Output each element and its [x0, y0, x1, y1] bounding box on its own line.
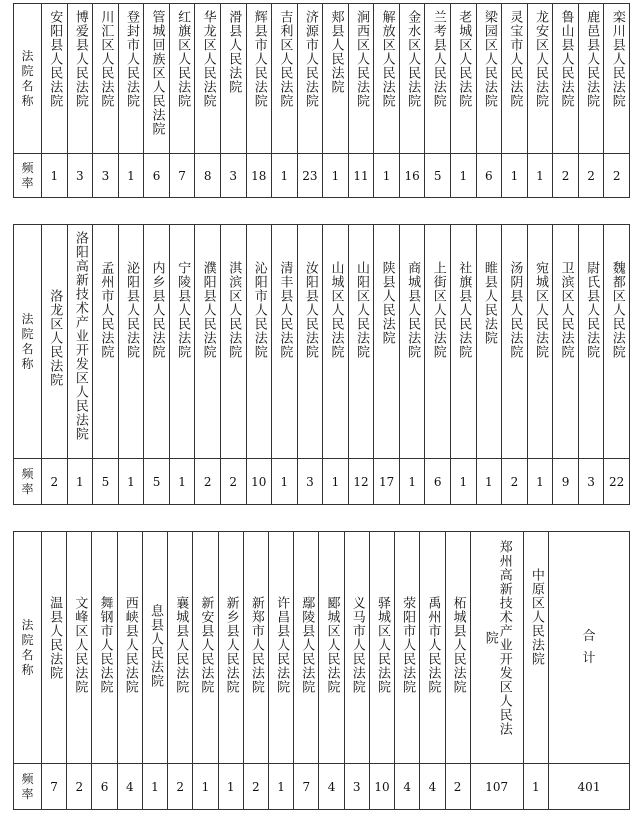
- court-name-cell: 鄢陵县人民法院: [294, 532, 319, 764]
- court-name-header: 法院名称: [14, 4, 42, 154]
- court-name-cell: 新郑市人民法院: [243, 532, 268, 764]
- frequency-cell: 5: [425, 154, 451, 198]
- frequency-cell: 2: [195, 459, 221, 505]
- court-name-cell: 汝阳县人民法院: [297, 225, 323, 459]
- court-name-cell: 魏都区人民法院: [604, 225, 630, 459]
- total-value: 401: [549, 764, 630, 810]
- court-name-cell: 郏县人民法院: [323, 4, 349, 154]
- court-name-cell: 解放区人民法院: [374, 4, 400, 154]
- frequency-cell: 2: [243, 764, 268, 810]
- frequency-cell: 1: [523, 764, 548, 810]
- court-name-cell: 温县人民法院: [42, 532, 67, 764]
- frequency-cell: 3: [220, 154, 246, 198]
- frequency-cell: 6: [92, 764, 117, 810]
- court-name-row: [14, 532, 630, 764]
- frequency-cell: 6: [144, 154, 170, 198]
- frequency-cell: 11: [348, 154, 374, 198]
- court-name-cell: 新安县人民法院: [193, 532, 218, 764]
- court-name-cell: 社旗县人民法院: [451, 225, 477, 459]
- court-name-row: [14, 225, 630, 459]
- frequency-cell: 22: [604, 459, 630, 505]
- court-name-cell: 汤阴县人民法院: [502, 225, 528, 459]
- frequency-cell: 7: [294, 764, 319, 810]
- frequency-cell: 1: [272, 154, 298, 198]
- court-name-cell: 商城县人民法院: [399, 225, 425, 459]
- frequency-cell: 1: [323, 459, 349, 505]
- court-name-row: [14, 4, 630, 154]
- frequency-cell: 1: [527, 459, 553, 505]
- frequency-cell: 2: [445, 764, 470, 810]
- frequency-cell: 1: [142, 764, 167, 810]
- court-name-cell: 驿城区人民法院: [369, 532, 394, 764]
- court-name-cell: 洛龙区人民法院: [42, 225, 68, 459]
- court-name-cell: 睢县人民法院: [476, 225, 502, 459]
- frequency-cell: 6: [476, 154, 502, 198]
- court-name-cell: 金水区人民法院: [399, 4, 425, 154]
- frequency-row: [14, 459, 630, 505]
- court-name-cell: 济源市人民法院: [297, 4, 323, 154]
- court-name-cell: 博爱县人民法院: [67, 4, 93, 154]
- frequency-cell: 4: [319, 764, 344, 810]
- frequency-cell: 3: [67, 154, 93, 198]
- court-name-cell: 郑州高新技术产业开发区人民法院: [470, 532, 523, 764]
- court-name-cell: 淇滨区人民法院: [220, 225, 246, 459]
- court-name-cell: 鲁山县人民法院: [553, 4, 579, 154]
- frequency-cell: 17: [374, 459, 400, 505]
- court-name-cell: 辉县市人民法院: [246, 4, 272, 154]
- frequency-cell: 1: [451, 459, 477, 505]
- court-name-cell: 禹州市人民法院: [420, 532, 445, 764]
- frequency-cell: 2: [67, 764, 92, 810]
- frequency-cell: 9: [553, 459, 579, 505]
- court-name-cell: 西峡县人民法院: [117, 532, 142, 764]
- frequency-header: 频率: [14, 764, 42, 810]
- frequency-cell: 4: [395, 764, 420, 810]
- court-name-cell: 上街区人民法院: [425, 225, 451, 459]
- court-name-cell: 沁阳市人民法院: [246, 225, 272, 459]
- court-name-cell: 舞钢市人民法院: [92, 532, 117, 764]
- court-name-cell: 滑县人民法院: [220, 4, 246, 154]
- frequency-row: [14, 154, 630, 198]
- frequency-cell: 1: [118, 154, 144, 198]
- frequency-cell: 1: [476, 459, 502, 505]
- frequency-cell: 18: [246, 154, 272, 198]
- court-name-cell: 孟州市人民法院: [93, 225, 119, 459]
- frequency-cell: 2: [553, 154, 579, 198]
- frequency-cell: 1: [118, 459, 144, 505]
- frequency-cell: 6: [425, 459, 451, 505]
- court-name-cell: 川汇区人民法院: [93, 4, 119, 154]
- frequency-cell: 1: [451, 154, 477, 198]
- frequency-cell: 3: [297, 459, 323, 505]
- court-name-header: 法院名称: [14, 532, 42, 764]
- court-name-cell: 山阳区人民法院: [348, 225, 374, 459]
- frequency-cell: 12: [348, 459, 374, 505]
- frequency-header: 频率: [14, 459, 42, 505]
- court-name-cell: 中原区人民法院: [523, 532, 548, 764]
- court-name-cell: 陕县人民法院: [374, 225, 400, 459]
- court-name-cell: 文峰区人民法院: [67, 532, 92, 764]
- frequency-cell: 4: [420, 764, 445, 810]
- court-name-cell: 红旗区人民法院: [169, 4, 195, 154]
- court-name-cell: 尉氏县人民法院: [578, 225, 604, 459]
- court-name-cell: 栾川县人民法院: [604, 4, 630, 154]
- frequency-cell: 2: [604, 154, 630, 198]
- frequency-cell: 5: [93, 459, 119, 505]
- court-name-cell: 柘城县人民法院: [445, 532, 470, 764]
- frequency-cell: 1: [502, 154, 528, 198]
- court-frequency-table-2: [13, 224, 630, 505]
- frequency-cell: 2: [578, 154, 604, 198]
- court-name-cell: 管城回族区人民法院: [144, 4, 170, 154]
- frequency-cell: 1: [399, 459, 425, 505]
- court-name-header: 法院名称: [14, 225, 42, 459]
- court-name-cell: 梁园区人民法院: [476, 4, 502, 154]
- court-name-cell: 吉利区人民法院: [272, 4, 298, 154]
- court-name-cell: 登封市人民法院: [118, 4, 144, 154]
- court-name-cell: 灵宝市人民法院: [502, 4, 528, 154]
- frequency-cell: 1: [374, 154, 400, 198]
- court-frequency-table-3: [13, 531, 630, 810]
- frequency-cell: 1: [323, 154, 349, 198]
- court-name-cell: 山城区人民法院: [323, 225, 349, 459]
- court-name-cell: 老城区人民法院: [451, 4, 477, 154]
- frequency-cell: 5: [144, 459, 170, 505]
- court-name-cell: 宁陵县人民法院: [169, 225, 195, 459]
- court-name-cell: 泌阳县人民法院: [118, 225, 144, 459]
- frequency-cell: 1: [268, 764, 293, 810]
- frequency-cell: 7: [42, 764, 67, 810]
- court-name-cell: 卫滨区人民法院: [553, 225, 579, 459]
- court-name-cell: 宛城区人民法院: [527, 225, 553, 459]
- total-header: 合计: [549, 532, 630, 764]
- court-name-cell: 鹿邑县人民法院: [578, 4, 604, 154]
- frequency-cell: 2: [502, 459, 528, 505]
- court-name-cell: 洛阳高新技术产业开发区人民法院: [67, 225, 93, 459]
- frequency-cell: 2: [42, 459, 68, 505]
- frequency-row: [14, 764, 630, 810]
- court-name-cell: 兰考县人民法院: [425, 4, 451, 154]
- frequency-cell: 107: [470, 764, 523, 810]
- court-frequency-table-1: [13, 3, 630, 198]
- frequency-cell: 2: [168, 764, 193, 810]
- court-name-cell: 龙安区人民法院: [527, 4, 553, 154]
- court-name-cell: 涧西区人民法院: [348, 4, 374, 154]
- frequency-cell: 16: [399, 154, 425, 198]
- court-name-cell: 新乡县人民法院: [218, 532, 243, 764]
- frequency-cell: 2: [220, 459, 246, 505]
- court-name-cell: 濮阳县人民法院: [195, 225, 221, 459]
- frequency-cell: 3: [578, 459, 604, 505]
- frequency-cell: 7: [169, 154, 195, 198]
- court-name-cell: 郾城区人民法院: [319, 532, 344, 764]
- court-name-cell: 清丰县人民法院: [272, 225, 298, 459]
- frequency-cell: 10: [246, 459, 272, 505]
- frequency-cell: 3: [344, 764, 369, 810]
- frequency-cell: 1: [42, 154, 68, 198]
- court-name-cell: 安阳县人民法院: [42, 4, 68, 154]
- court-name-cell: 义马市人民法院: [344, 532, 369, 764]
- frequency-cell: 1: [272, 459, 298, 505]
- court-name-cell: 华龙区人民法院: [195, 4, 221, 154]
- court-name-cell: 许昌县人民法院: [268, 532, 293, 764]
- frequency-cell: 23: [297, 154, 323, 198]
- frequency-cell: 1: [193, 764, 218, 810]
- court-name-cell: 荥阳市人民法院: [395, 532, 420, 764]
- court-name-cell: 内乡县人民法院: [144, 225, 170, 459]
- frequency-cell: 8: [195, 154, 221, 198]
- frequency-cell: 10: [369, 764, 394, 810]
- frequency-cell: 4: [117, 764, 142, 810]
- court-name-cell: 襄城县人民法院: [168, 532, 193, 764]
- court-name-cell: 息县人民法院: [142, 532, 167, 764]
- frequency-cell: 1: [527, 154, 553, 198]
- frequency-header: 频率: [14, 154, 42, 198]
- frequency-cell: 3: [93, 154, 119, 198]
- frequency-cell: 1: [67, 459, 93, 505]
- frequency-cell: 1: [218, 764, 243, 810]
- frequency-cell: 1: [169, 459, 195, 505]
